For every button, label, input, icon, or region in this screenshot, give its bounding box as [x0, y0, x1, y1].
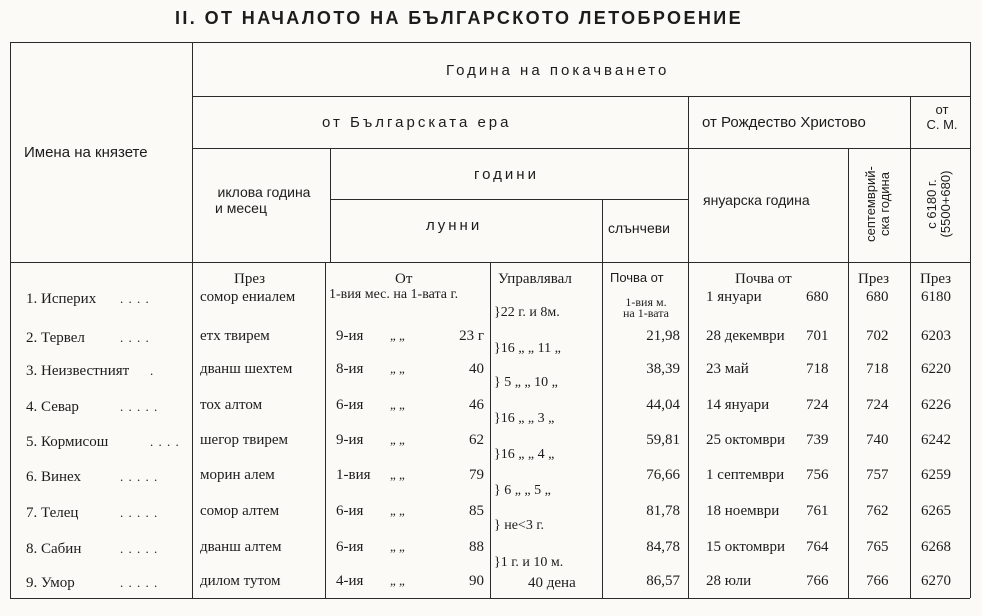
cyclic-year: шегор твирем: [200, 432, 289, 448]
world-year: 6270: [921, 573, 951, 589]
january-date: 18 ноември: [706, 503, 780, 519]
header-world-rot-line1: с 6180 г.: [924, 179, 939, 229]
subheader-begins-sub-2: на 1-вата: [623, 306, 669, 320]
january-date: 25 октомври: [706, 432, 786, 448]
solar-years: 44,04: [646, 397, 680, 413]
subheader-ruled: Управлявал: [498, 271, 572, 287]
header-world: [918, 102, 966, 132]
prince-name: 3. Неизвестният: [26, 363, 130, 379]
solar-years: 81,78: [646, 503, 680, 519]
header-christ-birth: от Рождество Христово: [702, 114, 866, 131]
col-divider-month-year: [490, 262, 491, 598]
cyclic-year: дванш шехтем: [200, 361, 293, 377]
table-top-border: [10, 42, 970, 43]
solar-years: 38,39: [646, 361, 680, 377]
january-year: 761: [806, 503, 829, 519]
cyclic-year: морин алем: [200, 467, 275, 483]
lunar-month: 6-ия: [336, 503, 364, 519]
january-date: 23 май: [706, 361, 749, 377]
leader-dots: . . . . .: [120, 399, 159, 414]
ditto-mark: „ „: [390, 397, 405, 412]
ditto-mark: „ „: [390, 467, 405, 482]
january-year: 701: [806, 328, 829, 344]
lunar-year: 40: [469, 361, 484, 377]
subheader-ot-cols: 1-вия мес. на 1-вата г.: [329, 287, 459, 302]
col-divider-names: [192, 42, 193, 598]
world-year: 6180: [921, 289, 951, 305]
lunar-year: 85: [469, 503, 484, 519]
solar-years: 84,78: [646, 539, 680, 555]
header-names: Имена на князете: [24, 144, 148, 161]
table-bottom-border: [10, 598, 970, 599]
solar-years: 21,98: [646, 328, 680, 344]
subheader-prez-sep: През: [858, 271, 890, 287]
solar-years: 86,57: [646, 573, 680, 589]
january-year: 764: [806, 539, 829, 555]
september-year: 702: [866, 328, 889, 344]
lunar-year: 23 г: [459, 328, 484, 344]
ditto-mark: „ „: [390, 432, 405, 447]
subheader-prez-world: През: [920, 271, 952, 287]
january-year: 756: [806, 467, 829, 483]
lunar-month: 1-вия: [336, 467, 371, 483]
subheader-begins: Почва от: [610, 270, 664, 285]
world-year: 6226: [921, 397, 951, 413]
prince-name: 1. Исперих: [26, 291, 97, 307]
september-year: 718: [866, 361, 889, 377]
leader-dots: .: [150, 363, 155, 378]
cyclic-year: етх твирем: [200, 328, 270, 344]
leader-dots: . . . . .: [120, 575, 159, 590]
reign-duration: } не<3 г.: [494, 518, 544, 533]
subheader-begins-sub-1: 1-вия м.: [625, 295, 667, 309]
leader-dots: . . . .: [120, 291, 150, 306]
september-year: 680: [866, 289, 889, 305]
cyclic-year: дилом тутом: [200, 573, 281, 589]
reign-duration-extra: 40 дена: [528, 575, 576, 591]
table-right-border: [970, 42, 971, 598]
prince-name: 2. Тервел: [26, 330, 85, 346]
cyclic-year: тох алтом: [200, 397, 263, 413]
reign-duration: }16 „ „ 4 „: [494, 447, 555, 462]
col-divider-cyclic: [325, 262, 326, 598]
prince-name: 9. Умор: [26, 575, 75, 591]
january-date: 1 септември: [706, 467, 785, 483]
leader-dots: . . . . .: [120, 469, 159, 484]
world-year: 6268: [921, 539, 951, 555]
lunar-month: 6-ия: [336, 397, 364, 413]
header-world-line1: от: [935, 102, 949, 117]
lunar-year: 88: [469, 539, 484, 555]
header-solar: слънчеви: [608, 220, 670, 236]
col-divider-world: [910, 96, 911, 598]
lunar-month: 4-ия: [336, 573, 364, 589]
reign-duration: } 5 „ „ 10 „: [494, 375, 558, 390]
line-under-era-header: [192, 148, 970, 149]
september-year: 762: [866, 503, 889, 519]
solar-years: 59,81: [646, 432, 680, 448]
cyclic-year: сомор ениалем: [200, 289, 296, 305]
header-bulgarian-era: от Българската ера: [322, 114, 512, 131]
ditto-mark: „ „: [390, 573, 405, 588]
col-divider-cyclic-header: [330, 148, 331, 262]
reign-duration: }1 г. и 10 м.: [494, 555, 564, 570]
september-year: 757: [866, 467, 889, 483]
january-year: 766: [806, 573, 829, 589]
prince-name: 5. Кормисош: [26, 434, 109, 450]
subheader-prez: През: [234, 271, 266, 287]
header-september-line1: септемврий-: [863, 166, 878, 242]
header-years: години: [474, 166, 539, 183]
prince-name: 7. Телец: [26, 505, 79, 521]
lunar-year: 62: [469, 432, 484, 448]
header-september-year: [864, 154, 894, 254]
january-date: 14 януари: [706, 397, 770, 413]
world-year: 6203: [921, 328, 951, 344]
january-year: 739: [806, 432, 829, 448]
september-year: 724: [866, 397, 889, 413]
leader-dots: . . . . .: [120, 541, 159, 556]
january-year: 724: [806, 397, 829, 413]
ditto-mark: „ „: [390, 539, 405, 554]
january-year: 680: [806, 289, 829, 305]
world-year: 6259: [921, 467, 951, 483]
prince-name: 4. Севар: [26, 399, 79, 415]
header-lunar: лунни: [426, 217, 483, 234]
ditto-mark: „ „: [390, 361, 405, 376]
table-title: II. ОТ НАЧАЛОТО НА БЪЛГАРСКОТО ЛЕТОБРОЕНИЕ: [175, 8, 744, 28]
september-year: 740: [866, 432, 889, 448]
header-world-rot-line2: (5500+680): [938, 170, 953, 238]
world-year: 6220: [921, 361, 951, 377]
header-world-line2: С. М.: [926, 117, 958, 132]
january-date: 28 юли: [706, 573, 752, 589]
col-divider-september: [848, 148, 849, 598]
subheader-begins-sub: [606, 297, 686, 319]
col-divider-lunar-solar: [602, 199, 603, 598]
table-left-border: [10, 42, 11, 598]
line-under-year-header: [192, 96, 970, 97]
january-date: 15 октомври: [706, 539, 786, 555]
leader-dots: . . . .: [150, 434, 180, 449]
lunar-month: 6-ия: [336, 539, 364, 555]
line-under-years-header: [330, 199, 688, 200]
prince-name: 6. Винех: [26, 469, 82, 485]
reign-duration: }16 „ „ 11 „: [494, 341, 561, 356]
header-year-of-accession: Година на покачването: [446, 62, 670, 79]
header-cyclic-year-1: иклова година: [217, 184, 311, 200]
lunar-month: 9-ия: [336, 328, 364, 344]
september-year: 765: [866, 539, 889, 555]
prince-name: 8. Сабин: [26, 541, 82, 557]
cyclic-year: сомор алтем: [200, 503, 280, 519]
col-divider-christ: [688, 96, 689, 598]
cyclic-year: дванш алтем: [200, 539, 282, 555]
reign-duration: }16 „ „ 3 „: [494, 411, 555, 426]
lunar-month: 9-ия: [336, 432, 364, 448]
subheader-begins-jan: Почва от: [735, 271, 792, 287]
ditto-mark: „ „: [390, 328, 405, 343]
lunar-month: 8-ия: [336, 361, 364, 377]
header-january-year: януарска година: [703, 192, 810, 208]
leader-dots: . . . . .: [120, 505, 159, 520]
header-september-line2: ска година: [877, 172, 892, 236]
leader-dots: . . . .: [120, 330, 150, 345]
subheader-ot: От: [395, 271, 413, 287]
world-year: 6265: [921, 503, 951, 519]
header-cyclic-year-2: и месец: [215, 200, 267, 216]
world-year: 6242: [921, 432, 951, 448]
january-date: 28 декември: [706, 328, 785, 344]
ditto-mark: „ „: [390, 503, 405, 518]
lunar-year: 90: [469, 573, 484, 589]
january-date: 1 януари: [706, 289, 762, 305]
reign-duration: }22 г. и 8м.: [494, 305, 560, 320]
lunar-year: 46: [469, 397, 484, 413]
september-year: 766: [866, 573, 889, 589]
solar-years: 76,66: [646, 467, 680, 483]
reign-duration: } 6 „ „ 5 „: [494, 483, 551, 498]
header-world-rotated: [925, 154, 955, 254]
january-year: 718: [806, 361, 829, 377]
lunar-year: 79: [469, 467, 484, 483]
